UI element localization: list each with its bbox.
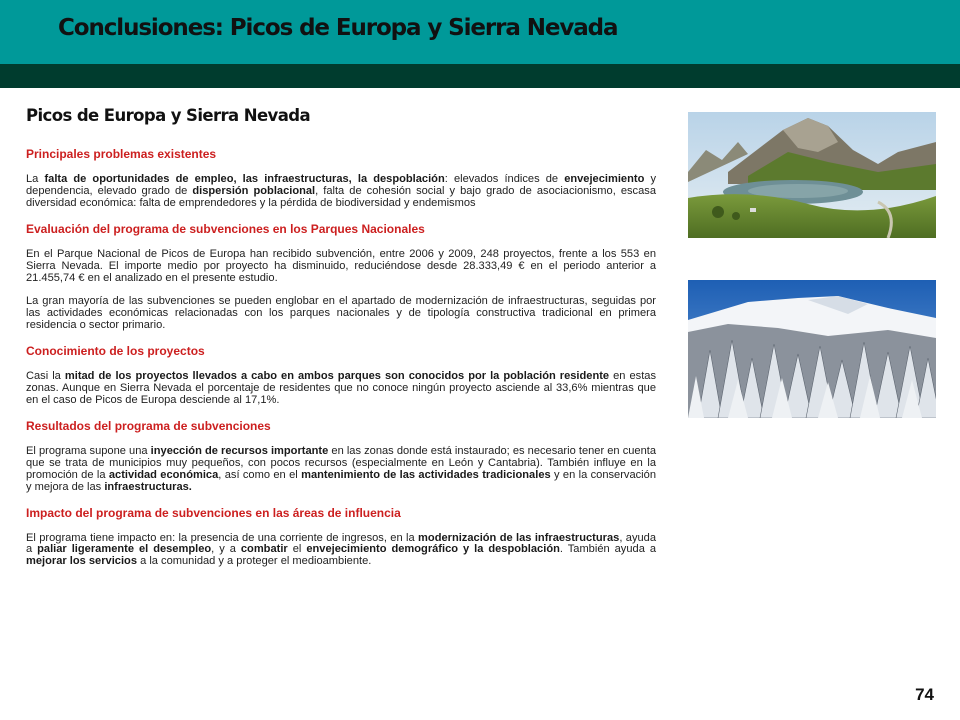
subheading: Impacto del programa de subvenciones en las áreas de influencia [26, 505, 401, 520]
text-run: La gran mayoría de las subvenciones se pueden englobar en el apartado de modernización de infraestructuras, seguidas por las actividades económicas relacionadas con los parques nacionales y de tipología constructiva tradicional en primera residencia o sector primario. [26, 295, 656, 332]
bold-text: dispersión poblacional [192, 184, 316, 197]
text-run: El programa tiene impacto en: la presencia de una corriente de ingresos, en la [26, 531, 419, 544]
text-run: en estas zonas. Aunque en Sierra Nevada el porcentaje de residentes que no conoce ningún proyecto asciende al 33,6% mientras que en el caso de Picos de Europa desciende al 17,1%. [26, 370, 656, 406]
bold-text: envejecimiento demográfico y la despoblación [306, 543, 560, 556]
bold-text: mantenimiento de las actividades tradicionales [301, 468, 551, 481]
body-paragraph [26, 174, 656, 210]
body-paragraph [26, 249, 656, 285]
text-run: en las zonas donde está instaurado; es necesario tener en cuenta que se trata de municipios muy pequeños, con pocos recursos (especialmente en León y Cantabria). También influye en la promoción de la [26, 444, 657, 481]
page-number: 74 [915, 685, 934, 704]
bold-text: envejecimiento [564, 173, 645, 185]
bold-text: modernización de las infraestructuras [418, 531, 620, 544]
body-paragraph [26, 371, 656, 407]
text-run: : elevados índices de [444, 173, 565, 185]
bold-text: infraestructuras. [104, 480, 192, 493]
subheading: Evaluación del programa de subvenciones en los Parques Nacionales [26, 221, 425, 236]
subheading: Resultados del programa de subvenciones [26, 418, 271, 433]
bold-text: combatir [240, 543, 288, 556]
bold-text: actividad económica [108, 468, 219, 481]
text-run: , falta de cohesión social y bajo grado de asociacionismo, escasa diversidad económica: falta de emprendedores y la pérdida de biodiversidad y endemismos [26, 184, 656, 209]
slide-title: Conclusiones: Picos de Europa y Sierra Nevada [58, 15, 618, 41]
subheading: Conocimiento de los proyectos [26, 344, 205, 359]
bold-text: paliar ligeramente el desempleo [37, 543, 212, 556]
body-paragraph [26, 446, 656, 494]
text-run: En el Parque Nacional de Picos de Europa han recibido subvención, entre 2006 y 2009, 248 proyectos, frente a los 553 en Sierra Nevada. El importe medio por proyecto ha disminuido, reduciéndose desde 28.333,49 € en el periodo anterior a 21.455,74 € en el analizado en el presente estudio. [26, 247, 656, 284]
header-dark-strip [0, 64, 960, 88]
text-run: y en la conservación y mejora de las [26, 468, 656, 493]
bold-text: falta de oportunidades de empleo, las infraestructuras, la despoblación [44, 173, 445, 185]
text-run: La [26, 173, 45, 185]
text-run: , así como en el [218, 468, 302, 481]
snowy-forest-image [688, 280, 936, 418]
body-paragraph [26, 296, 656, 332]
bold-text: mitad de los proyectos llevados a cabo en ambos parques son conocidos por la población residente [64, 370, 610, 383]
mountain-lake-photo [688, 112, 936, 238]
sections-container [26, 147, 656, 568]
bold-text: inyección de recursos importante [150, 444, 329, 457]
text-run: el [287, 543, 307, 556]
text-run: y dependencia, elevado grado de [26, 173, 657, 197]
text-run: , ayuda a [26, 531, 656, 556]
bold-text: mejorar los servicios [26, 555, 137, 568]
text-run: . También ayuda a [559, 543, 656, 556]
text-run: Casi la [26, 370, 65, 383]
mountain-lake-image [688, 112, 936, 238]
main-content [26, 106, 656, 580]
text-run: El programa supone una [26, 444, 151, 457]
subheading: Principales problemas existentes [26, 147, 217, 161]
section-title: Picos de Europa y Sierra Nevada [26, 106, 310, 125]
snowy-forest-photo [688, 280, 936, 418]
body-paragraph [26, 533, 656, 569]
text-run: , y a [211, 543, 241, 556]
text-run: a la comunidad y a proteger el medioambiente. [137, 555, 372, 568]
